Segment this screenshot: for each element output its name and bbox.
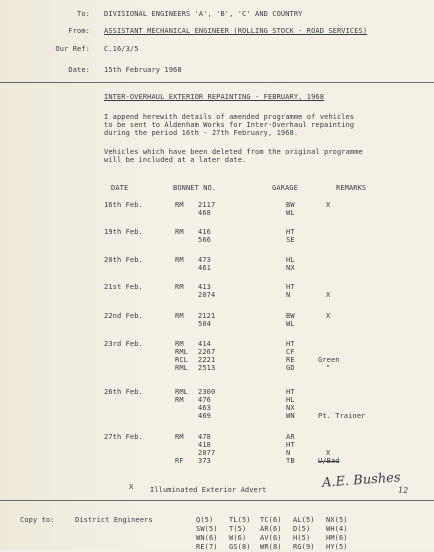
copy-code: HY(5) [326,543,348,551]
bonnet-class: RM [175,312,184,320]
row-date: 21st Feb. [104,283,143,291]
bonnet-number: 2074 [198,291,216,299]
from-value: ASSISTANT MECHANICAL ENGINEER (ROLLING STOCK - ROAD SERVICES) [104,27,368,35]
subject-line: INTER-OVERHAUL EXTERIOR REPAINTING - FEBRUARY, 1968 [104,93,325,101]
garage-code: HT [286,340,295,348]
copy-code: TC(6) [260,516,282,524]
copy-code: NX(5) [326,516,348,524]
row-date: 23rd Feb. [104,340,143,348]
footnote-mark: X [129,483,134,491]
copy-code: T(5) [229,525,247,533]
bonnet-number: 2077 [198,449,216,457]
garage-code: WL [286,320,295,328]
copy-code: Q(5) [196,516,214,524]
garage-code: NX [286,264,295,272]
date-label: Date: [68,66,90,74]
garage-code: BW [286,201,295,209]
copy-code: WR(8) [260,543,282,551]
bonnet-number: 469 [198,412,211,420]
handwritten-signature: A.E. Bushes [321,470,402,491]
row-date: 19th Feb. [104,228,143,236]
garage-code: RE [286,356,295,364]
garage-code: TB [286,457,295,465]
date-value: 15th February 1968 [104,66,182,74]
copy-code: AL(5) [293,516,315,524]
column-header-date: DATE [111,184,129,192]
row-date: 26th Feb. [104,388,143,396]
garage-code: N [286,291,291,299]
footnote-text: Illuminated Exterior Advert [150,486,267,494]
bonnet-class: RCL [175,356,188,364]
bonnet-number: 478 [198,433,211,441]
from-label: From: [68,27,90,35]
bonnet-number: 463 [198,404,211,412]
bonnet-class: RM [175,201,184,209]
copy-code: RE(7) [196,543,218,551]
bonnet-class: RF [175,457,184,465]
garage-code: HT [286,228,295,236]
garage-code: HT [286,283,295,291]
remark-text: Green [318,356,340,364]
column-header-remarks: REMARKS [336,184,367,192]
bonnet-number: 566 [198,236,211,244]
garage-code: GD [286,364,295,372]
garage-code: WN [286,412,295,420]
remark-text: X [326,312,331,320]
copy-code: AR(6) [260,525,282,533]
column-header-bonnet: BONNET NO. [173,184,217,192]
paragraph-line: will be included at a later date. [104,156,247,164]
bonnet-number: 416 [198,228,211,236]
copy-code: W(6) [229,534,247,542]
bonnet-number: 2267 [198,348,216,356]
copy-code: WN(6) [196,534,218,542]
bonnet-number: 414 [198,340,211,348]
paragraph-line: I append herewith details of amended programme of vehicles [104,113,355,121]
bonnet-number: 2513 [198,364,216,372]
bonnet-class: RM [175,433,184,441]
paragraph-line: Vehicles which have been deleted from the original programme [104,148,363,156]
bonnet-number: 418 [198,441,211,449]
signature-annotation: 12 [398,486,409,495]
garage-code: CF [286,348,295,356]
footer-divider [0,500,434,501]
to-value: DIVISIONAL ENGINEERS 'A', 'B', 'C' AND COUNTRY [104,10,303,18]
bonnet-number: 2300 [198,388,216,396]
garage-code: N [286,449,291,457]
copy-code: RG(9) [293,543,315,551]
paragraph-line: to be sent to Aldenham Works for Inter-Overhaul repainting [104,121,355,129]
copy-code: WH(4) [326,525,348,533]
bonnet-class: RM [175,283,184,291]
bonnet-class: RM [175,228,184,236]
row-date: 16th Feb. [104,201,143,209]
row-date: 22nd Feb. [104,312,143,320]
garage-code: HL [286,396,295,404]
bonnet-number: 2121 [198,312,216,320]
garage-code: AR [286,433,295,441]
row-date: 20th Feb. [104,256,143,264]
bonnet-number: 2221 [198,356,216,364]
header-divider [0,82,434,83]
remark-text: X [326,201,331,209]
bonnet-class: RML [175,364,188,372]
remark-text: Pt. Trainer [318,412,366,420]
ref-label: Our Ref: [55,45,90,53]
row-date: 27th Feb. [104,433,143,441]
copy-code: HM(6) [326,534,348,542]
copy-code: GS(8) [229,543,251,551]
garage-code: NX [286,404,295,412]
copy-label: Copy to: [20,516,55,524]
copy-code: SW(5) [196,525,218,533]
remark-text: " [326,364,331,372]
bonnet-number: 468 [198,209,211,217]
garage-code: HL [286,256,295,264]
bonnet-class: RML [175,348,188,356]
bonnet-class: RM [175,340,184,348]
to-label: To: [77,10,90,18]
garage-code: SE [286,236,295,244]
copy-code: D(5) [293,525,311,533]
bonnet-class: RM [175,256,184,264]
remark-text: X [326,449,331,457]
bonnet-class: RM [175,396,184,404]
paragraph-line: during the period 16th - 27th February, 1968. [104,129,299,137]
bonnet-class: RML [175,388,188,396]
bonnet-number: 504 [198,320,211,328]
column-header-garage: GARAGE [272,184,298,192]
copy-code: H(5) [293,534,311,542]
garage-code: HT [286,388,295,396]
copy-code: TL(5) [229,516,251,524]
bonnet-number: 373 [198,457,211,465]
ref-value: C.16/3/5 [104,45,139,53]
garage-code: WL [286,209,295,217]
remark-text: X [326,291,331,299]
remark-text: U/Bad [318,457,340,465]
copy-code: AV(6) [260,534,282,542]
garage-code: HT [286,441,295,449]
bonnet-number: 2117 [198,201,216,209]
bonnet-number: 476 [198,396,211,404]
bonnet-number: 461 [198,264,211,272]
bonnet-number: 473 [198,256,211,264]
bonnet-number: 413 [198,283,211,291]
garage-code: BW [286,312,295,320]
copy-group: District Engineers [75,516,153,524]
